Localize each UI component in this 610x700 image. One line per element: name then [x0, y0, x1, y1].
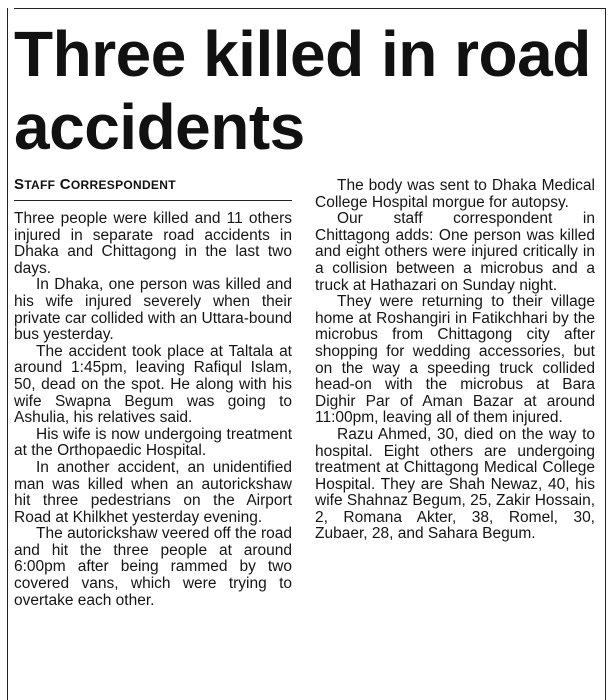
- paragraph: They were returning to their village home at Roshangiri in Fatikchhari by the microbus from Chittagong city after shopping for wedding accessories, but on the way a speeding truck collided head-on with the microbus at Bara Dighir Par of Aman Bazar at around 11:00pm, leaving all of them injured.: [315, 293, 595, 427]
- paragraph: Three people were killed and 11 others injured in separate road accidents in Dhaka and Chittagong in the last two days.: [14, 210, 292, 277]
- byline-staff-rest: TAFF: [24, 178, 56, 192]
- left-border-rule: [7, 8, 8, 700]
- article-headline: Three killed in road accidents: [14, 18, 591, 163]
- right-border-rule: [605, 8, 606, 700]
- paragraph: In Dhaka, one person was killed and his wife injured severely when their private car collided with an Uttara-bound bus yesterday.: [14, 276, 292, 344]
- paragraph: The autorickshaw veered off the road and hit the three people at around 6:00pm after being rammed by two covered vans, which were trying to overtake each other.: [14, 525, 292, 609]
- paragraph: The body was sent to Dhaka Medical College Hospital morgue for autopsy.: [315, 177, 595, 211]
- paragraph: The accident took place at Taltala at around 1:45pm, leaving Rafiqul Islam, 50, dead on the spot. He along with his wife Swapna Begum was going to Ashulia, his relatives said.: [14, 342, 292, 427]
- article-column-right: [315, 178, 595, 543]
- paragraph: Our staff correspondent in Chittagong adds: One person was killed and eight others were injured critically in a collision between a microbus and a truck at Hathazari on Sunday night.: [315, 210, 595, 294]
- byline-staff-initial: S: [14, 176, 25, 193]
- byline: [14, 176, 176, 193]
- byline-rule: [14, 200, 292, 201]
- top-border-rule: [14, 8, 606, 9]
- article-column-left: [14, 211, 292, 609]
- paragraph: In another accident, an unidentified man was killed when an autorickshaw hit three pedestrians on the Airport Road at Khilkhet yesterday evening.: [14, 458, 292, 526]
- byline-correspondent-initial: C: [59, 176, 71, 193]
- byline-correspondent-rest: ORRESPONDENT: [70, 178, 176, 192]
- paragraph: His wife is now undergoing treatment at the Orthopaedic Hospital.: [14, 425, 292, 460]
- paragraph: Razu Ahmed, 30, died on the way to hospital. Eight others are undergoing treatment at Chittagong Medical College Hospital. They are Shah Newaz, 40, his wife Shahnaz Begum, 25, Zakir Hossain, 2, Romana Akter, 38, Romel, 30, Zubaer, 28, and Sahara Begum.: [315, 425, 595, 543]
